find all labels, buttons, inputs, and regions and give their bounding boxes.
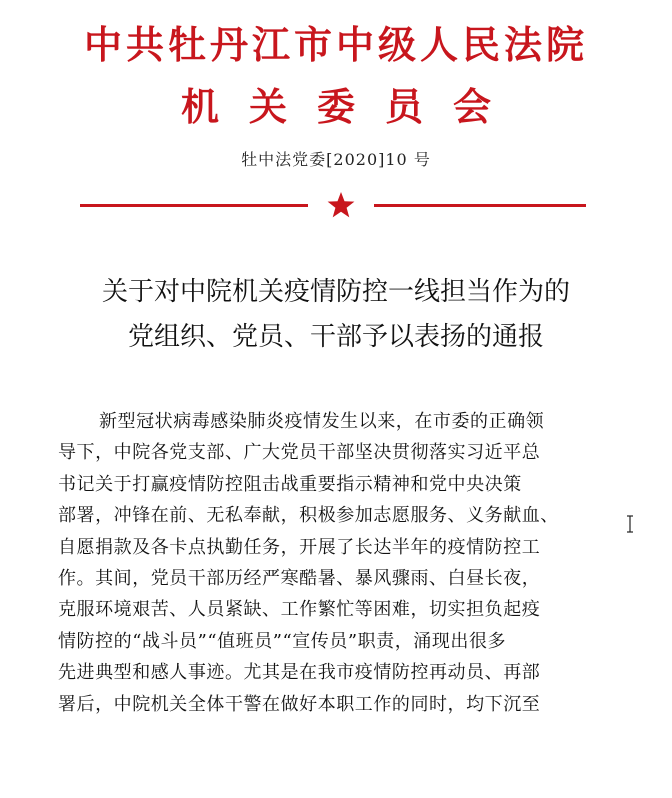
document-number: 牡中法党委[2020]10 号 — [241, 150, 431, 169]
document-title-line-2: 党组织、党员、干部予以表扬的通报 — [127, 322, 544, 352]
star-icon — [326, 190, 356, 220]
body-line-7: 克服环境艰苦、人员紧缺、工作繁忙等困难，切实担负起疫 — [58, 599, 541, 621]
body-line-6: 作。其间，党员干部历经严寒酷暑、暴风骤雨、白昼长夜， — [58, 567, 541, 589]
body-line-1: 新型冠状病毒感染肺炎疫情发生以来，在市委的正确领 — [99, 411, 545, 432]
body-line-5: 自愿捐款及各卡点执勤任务，开展了长达半年的疫情防控工 — [58, 536, 541, 558]
body-line-8: 情防控的“战斗员”“值班员”“宣传员”职责，涌现出很多 — [58, 630, 507, 652]
document-title-line-1: 关于对中院机关疫情防控一线担当作为的 — [101, 277, 570, 307]
star-shape — [328, 192, 355, 217]
red-divider-right — [374, 204, 586, 207]
text-cursor-icon — [626, 515, 634, 533]
body-paragraph[interactable] — [58, 406, 610, 720]
org-name-line-2: 机关委员会 — [180, 85, 521, 129]
body-line-3: 书记关于打赢疫情防控阻击战重要指示精神和党中央决策 — [58, 473, 522, 495]
body-line-9: 先进典型和感人事迹。尤其是在我市疫情防控再动员、再部 — [58, 662, 541, 684]
red-divider-left — [80, 204, 308, 207]
body-line-10: 署后，中院机关全体干警在做好本职工作的同时，均下沉至 — [58, 693, 541, 715]
org-name-line-1: 中共牡丹江市中级人民法院 — [83, 23, 588, 67]
body-line-4: 部署，冲锋在前、无私奉献，积极参加志愿服务、义务献血、 — [58, 505, 559, 527]
body-line-2: 导下，中院各党支部、广大党员干部坚决贯彻落实习近平总 — [58, 442, 541, 464]
